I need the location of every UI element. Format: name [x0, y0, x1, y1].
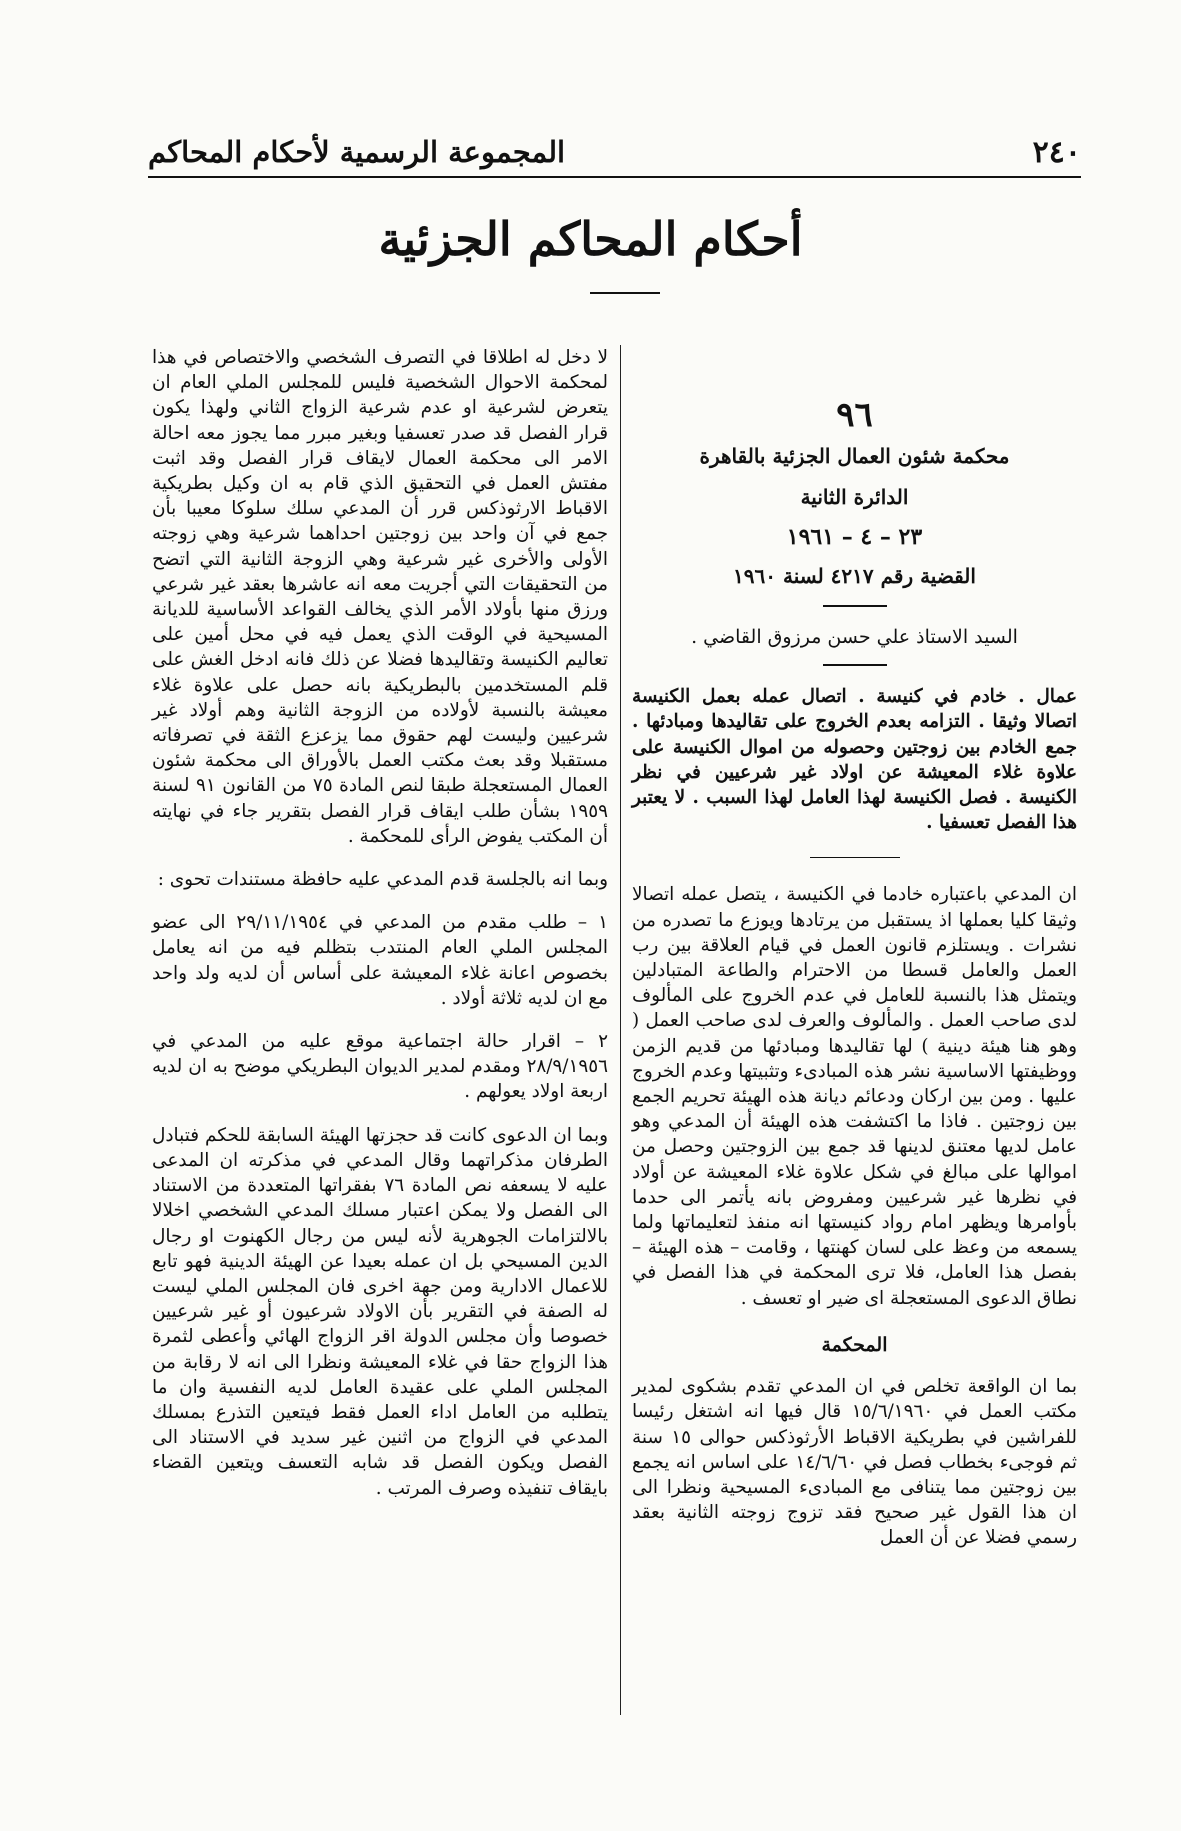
- section-title: أحكام المحاكم الجزئية: [378, 212, 803, 266]
- arguments-paragraph: وبما ان الدعوى كانت قد حجزتها الهيئة السابقة للحكم فتبادل الطرفان مذكراتهما وقال المدعي في مذكرته ان المدعى عليه لا يسعفه نص المادة ٧٦ بفقراتها المتعددة من الاستناد الى الفصل ولا يمكن اعتبار مسلك المدعي الشخصي اخلالا بالالتزامات الجوهرية لأنه ليس من رجال الكهنوت او رجال الدين المسيحي بل ان عمله بعيدا عن الهيئة الدينية فهو تابع للاعمال الادارية ومن جهة اخرى فان المجلس الملي ليست له الصفة في التقرير بأن الاولاد شرعيون أو غير شرعيين خصوصا وأن مجلس الدولة اقر الزواج الهائي وأعطى لثمرة هذا الزواج حقا في غلاء المعيشة ونظرا الى انه لا رقابة من المجلس الملي على عقيدة العامل لديه النفسية وان ما يتطلبه من العامل اداء العمل فقط فيتعين التذرع بمسلك المدعي في الزواج من اثنين غير سديد في الاستناد الى الفصل ويكون الفصل قد شابه التعسف ويتعين القضاء بايقاف تنفيذه وصرف المرتب .: [152, 1124, 609, 1499]
- documents-intro: وبما انه بالجلسة قدم المدعي عليه حافظة مستندات تحوى :: [157, 869, 608, 891]
- title-rule: [590, 292, 660, 294]
- summary-rule: [810, 857, 900, 858]
- court-name: محكمة شئون العمال الجزئية بالقاهرة: [699, 444, 1010, 469]
- circuit-name: الدائرة الثانية: [800, 485, 909, 510]
- judgment-date: ٢٣ – ٤ – ١٩٦١: [786, 523, 923, 550]
- case-summary: عمال . خادم في كنيسة . اتصال عمله بعمل الكنيسة اتصالا وثيقا . التزامه بعدم الخروج على تقاليدها ومبادئها . جمع الخادم بين زوجتين وحصوله من اموال الكنيسة على علاوة غلاء المعيشة عن اولاد غير شرعيين في نظر الكنيسة . فصل الكنيسة لهذا العامل لهذا السبب . لا يعتبر هذا الفصل تعسفيا .: [632, 686, 1077, 834]
- case-number: ٩٦: [836, 395, 873, 435]
- column-divider: [620, 345, 621, 1715]
- document-item-2: ٢ – اقرار حالة اجتماعية موقع عليه من المدعي في ٢٨/٩/١٩٥٦ ومقدم لمدير الديوان البطريكي موضح به ان لديه اربعة اولاد يعولهم .: [152, 1031, 608, 1103]
- header-rule: [148, 176, 1081, 178]
- facts-paragraph: بما ان الواقعة تخلص في ان المدعي تقدم بشكوى لمدير مكتب العمل في ١٥/٦/١٩٦٠ قال فيها انه اشتغل رئيسا للفراشين في بطريكية الاقباط الأرثوذكس حوالى ١٥ سنة ثم فوجىء بخطاب فصل في ١٤/٦/٦٠ على اساس انه يجمع بين زوجتين مما يتنافى مع المبادىء المسيحية ونظرا الى ان هذا القول غير صحيح فقد تزوج زوجته الثانية بعقد رسمي فضلا عن أن العمل: [632, 1376, 1078, 1549]
- court-heading: المحكمة: [821, 1333, 888, 1356]
- page-number: ٢٤٠: [1032, 134, 1081, 170]
- continuation-paragraph: لا دخل له اطلاقا في التصرف الشخصي والاختصاص في هذا لمحكمة الاحوال الشخصية فليس للمجلس الملي العام ان يتعرض لشرعية او عدم شرعية الزواج الثاني ولهذا يكون قرار الفصل قد صدر تعسفيا وبغير مبرر مما يجوز معه احالة الامر الى محكمة العمال لايقاف قرار الفصل وقد اثبت مفتش العمل في التحقيق الذي قام به ان وكيل بطريكية الاقباط الارثوذكس قرر أن المدعي سلك سلوكا معيبا بأن جمع في آن واحد بين زوجتين احداهما شرعية وهي زوجته الأولى والأخرى غير شرعية وهي الزوجة الثانية التي اتضح من التحقيقات التي أجريت معه انه عاشرها بعقد غير شرعي ورزق منها بأولاد الأمر الذي يخالف القواعد الأساسية للديانة المسيحية في الوقت الذي يعمل فيه في محل أمين على تعاليم الكنيسة وتقاليدها فضلا عن ذلك فانه ادخل الغش على قلم المستخدمين بالبطريكية بانه حصل على علاوة غلاء معيشة بالنسبة لأولاده من الزوجة الثانية وهم أولاد غير شرعيين وليست لهم حقوق مما يزعزع الثقة في تصرفاته مستقبلا وقد بعث مكتب العمل بالأوراق الى محكمة شئون العمال المستعجلة طبقا لنص المادة ٧٥ من القانون ٩١ لسنة ١٩٥٩ بشأن طلب ايقاف قرار الفصل بتقرير جاء في نهايته أن المكتب يفوض الرأى للمحكمة .: [152, 347, 608, 847]
- running-header: [148, 128, 1081, 176]
- document-item-1: ١ – طلب مقدم من المدعي في ٢٩/١١/١٩٥٤ الى عضو المجلس الملي العام المنتدب بتظلم فيه من انه يعامل بخصوص اعانة غلاء المعيشة على أساس أن لديه ولد واحد مع ان لديه ثلاثة أولاد .: [152, 912, 608, 1009]
- case-reference: القضية رقم ٤٢١٧ لسنة ١٩٦٠: [733, 563, 976, 588]
- right-column: [632, 345, 1077, 1569]
- short-rule: [823, 664, 887, 666]
- short-rule: [823, 605, 887, 607]
- left-column: [152, 345, 608, 1519]
- running-title: المجموعة الرسمية لأحكام المحاكم: [148, 135, 566, 169]
- judge-name: السيد الاستاذ علي حسن مرزوق القاضي .: [691, 626, 1018, 649]
- principle-paragraph: ان المدعي باعتباره خادما في الكنيسة ، يتصل عمله اتصالا وثيقا كليا بعملها اذ يستقبل من يرتادها ويوزع ما تصدره من نشرات . ويستلزم قانون العمل في قيام العلاقة بين رب العمل والعامل قسطا من الاحترام والطاعة المتبادلين ويتمثل هذا بالنسبة للعامل في عدم الخروج على المألوف لدى صاحب العمل . والمألوف والعرف لدى صاحب العمل ( وهو هنا هيئة دينية ) لها تقاليدها ومبادئها من قديم الزمن ووظيفتها الاساسية نشر هذه المبادىء وتثبيتها وعدم الخروج عليها . ومن بين اركان ودعائم ديانة هذه الهيئة تحريم الجمع بين زوجتين . فاذا ما اكتشفت هذه الهيئة أن المدعي وهو عامل لديها معتنق لدينها قد جمع بين الزوجتين وحصل من اموالها على مبالغ في شكل علاوة غلاء المعيشة عن أولاد في نظرها غير شرعيين ومفروض بانه يأتمر الى حدما بأوامرها ويظهر امام رواد كنيستها انه منفذ لتعليماتها ولما يسمعه من وعظ على لسان كهنتها ، وقامت – هذه الهيئة – بفصل هذا العامل، فلا ترى المحكمة في هذا الفصل في نطاق الدعوى المستعجلة اى ضير او تعسف .: [632, 884, 1077, 1309]
